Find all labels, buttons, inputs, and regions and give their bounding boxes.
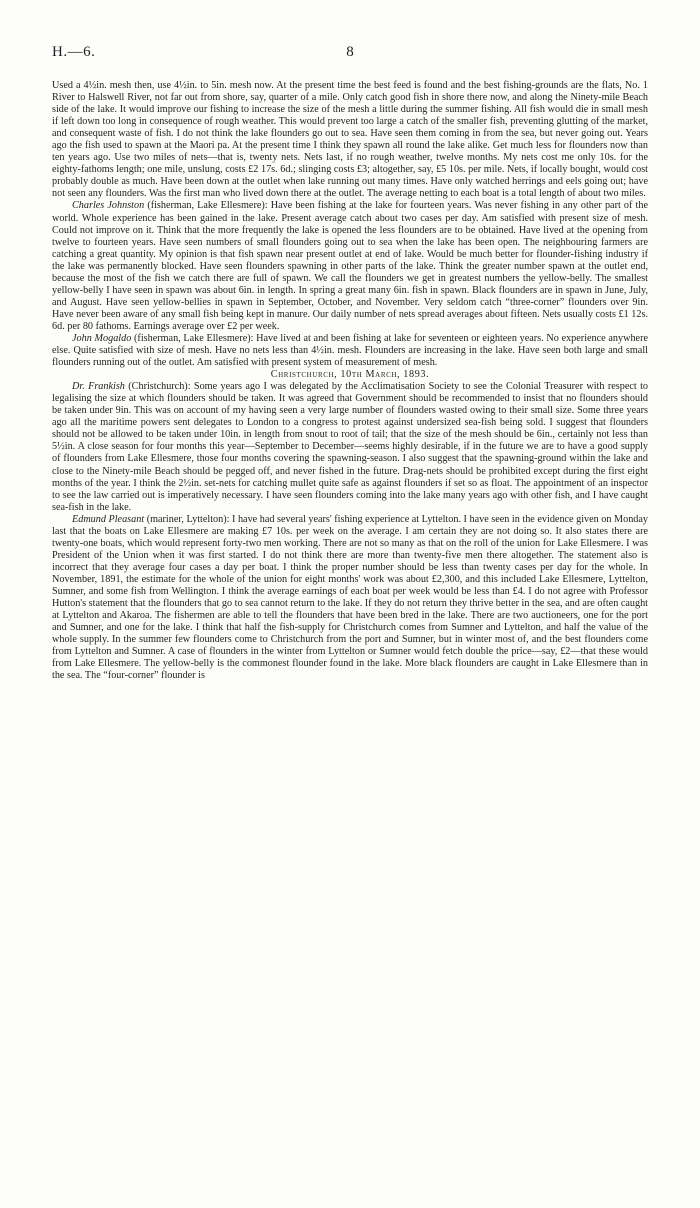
paragraph-text: (fisherman, Lake Ellesmere): Have been fishing at the lake for fourteen years. Was never fishing in any other part of the world. Whole experience has been gained in the lake. Present average catch about two cases per day. Am satisfied with present size of mesh. Could not improve on it. Think that the more frequently the lake is opened the less flounders are to be obtained. Have lived at the opening from twelve to fourteen years. Have seen numbers of small flounders going out to sea when the lake has been open. The neighbouring farmers are catching a great quantity. My opinion is that fish spawn near present outlet at end of lake. Would be much better for flounder-fishing industry if the lake was permanently blocked. Have seen flounders spawning in other parts of the lake. Think the greater number spawn at the outlet end, because the most of the fish we catch there are full of spawn. We call the flounders we get in greatest numbers the yellow-belly. The smallest yellow-belly I have seen in spawn was about 6in. in length. In spring a great many 6in. fish in spawn. Black flounders are in spawn in June, July, and August. Have seen yellow-bellies in spawn in September, October, and November. Very seldom catch “three-corner” flounders over 9in. Have never been aware of any small fish being kept in manure. Our daily number of nets spread averages about fifteen. Nets usually costs £1 12s. 6d. per 80 fathoms. Earnings average over £2 per week.	[52, 200, 648, 332]
speaker-name: Dr. Frankish	[72, 381, 125, 393]
testimony-mogaldo	[52, 333, 648, 369]
paragraph-text: (fisherman, Lake Ellesmere): Have lived at and been fishing at lake for seventeen or eighteen years. No experience anywhere else. Quite satisfied with size of mesh. Have no nets less than 4½in. mesh. Flounders are increasing in the lake. Have seen both large and small flounders running out of the outlet. Am satisfied with present system of measurement of mesh.	[52, 332, 648, 369]
speaker-name: Charles Johnston	[72, 200, 145, 212]
speaker-name: Edmund Pleasant	[72, 513, 145, 525]
paragraph-opening	[52, 80, 648, 200]
speaker-name: John Mogaldo	[72, 332, 132, 344]
testimony-frankish	[52, 381, 648, 514]
paragraph-text: (Christchurch): Some years ago I was delegated by the Acclimatisation Society to see the Colonial Treasurer with respect to legalising the size at which flounders should be taken. It was agreed that Government should be recommended to insist that no flounders should be taken under 9in. This was on account of my having seen a very large number of flounders wasted owing to their small size. Some three years ago all the maritime powers sent delegates to London to a congress to protest against undersized sea-fish being sold. I suggest that flounders should not be allowed to be taken under 10in. in length from snout to root of tail; that the size of the mesh should be 6in., certainly not less than 5½in. A close season for four months this year—September to December—seems highly desirable, if in the future we are to have a good supply of flounders from Lake Ellesmere, those four months covering the spawning-season. I also suggest that the spawning-ground within the lake and close to the Ninety-mile Beach should be pegged off, and never fished in the future. Drag-nets should be prohibited except during the first eight months of the year. I think the 2½in. set-nets for catching mullet quite safe as against flounders if set so as float. The appointment of an inspector to see the law carried out is imperatively necessary. I have seen flounders coming into the lake many years ago with other fish, and I have caught sea-fish in the lake.	[52, 381, 648, 513]
paragraph-text: (mariner, Lyttelton): I have had several years' fishing experience at Lyttelton. I have seen in the evidence given on Monday last that the boats on Lake Ellesmere are making £7 10s. per week on the average. I am certain they are not doing so. It also states there are twenty-one boats, which would represent forty-two men working. There are not so many as that on the roll of the union for Lake Ellesmere. I was President of the Union when it was first started. I do not think there are more than twenty-five men there altogether. The statement also is incorrect that they average four cases a day per boat. I think the proper number should be less than twenty cases per day for the whole. In November, 1891, the estimate for the whole of the union for eight months' work was about £2,300, and this included Lake Ellesmere, Lyttelton, Sumner, and some fish from Wellington. I think the average earnings of each boat per week would be less than £4. I do not agree with Professor Hutton's statement that the flounders that go to sea cannot return to the lake. If they do not return they thrive better in the sea, and are often caught at Lyttelton and Akaroa. The fishermen are able to tell the flounders that have been bred in the lake. There are two auctioneers, one for the port and Sumner, and one for the lake. I think that half the fish-supply for Christchurch comes from Sumner and Lyttelton, and half the value of the whole supply. In the summer few flounders come to Christchurch from the port and Sumner, but in winter most of, and the best flounders come from Lyttelton and Sumner. A case of flounders in the winter from Lyttelton or Sumner would fetch double the price—say, £2—that these would from Lake Ellesmere. The yellow-belly is the commonest flounder found in the lake. More black flounders are caught in Lake Ellesmere than in the sea. The “four-corner” flounder is	[52, 513, 648, 682]
testimony-pleasant	[52, 514, 648, 683]
dateline: Christchurch, 10th March, 1893.	[270, 369, 430, 381]
page-header	[52, 44, 648, 68]
paragraph-text: Used a 4½in. mesh then, use 4½in. to 5in. mesh now. At the present time the best feed is found and the best fishing-grounds are the flats, No. 1 River to Halswell River, not far out from shore, say, quarter of a mile. Only catch good fish in shore there now, and along the Ninety-mile Beach side of the lake. It would improve our fishing to increase the size of the mesh a little during the summer fishing. All fish would die in small mesh if left down too long in consequence of rough weather. This would prevent too large a catch of the smaller fish, preventing glutting of the market, and consequent waste of fish. I do not think the lake flounders go out to sea. Have seen them coming in from the sea, but never going out. Years ago the fish used to spawn at the Maori pa. At the present time I think they spawn all round the lake alike. Get much less for flounders now than ten years ago. Use two miles of nets—that is, twenty nets. Nets last, if no rough weather, twelve months. My nets cost me only 10s. for the eighty-fathoms length; one mile, unslung, costs £2 17s. 6d.; slinging costs £3; altogether, say, £5 10s. per mile. Nets, if locally bought, would cost probably double as much. Have been down at the outlet when lake running out many times. Have only watched herrings and eels going out; have not seen any flounders. Was the first man who lived down there at the outlet. The average netting to each boat is a total length of about two miles.	[52, 80, 648, 200]
document-id: H.—6.	[52, 44, 96, 60]
page-number: 8	[346, 44, 354, 60]
document-body	[52, 80, 648, 682]
testimony-johnston	[52, 200, 648, 333]
